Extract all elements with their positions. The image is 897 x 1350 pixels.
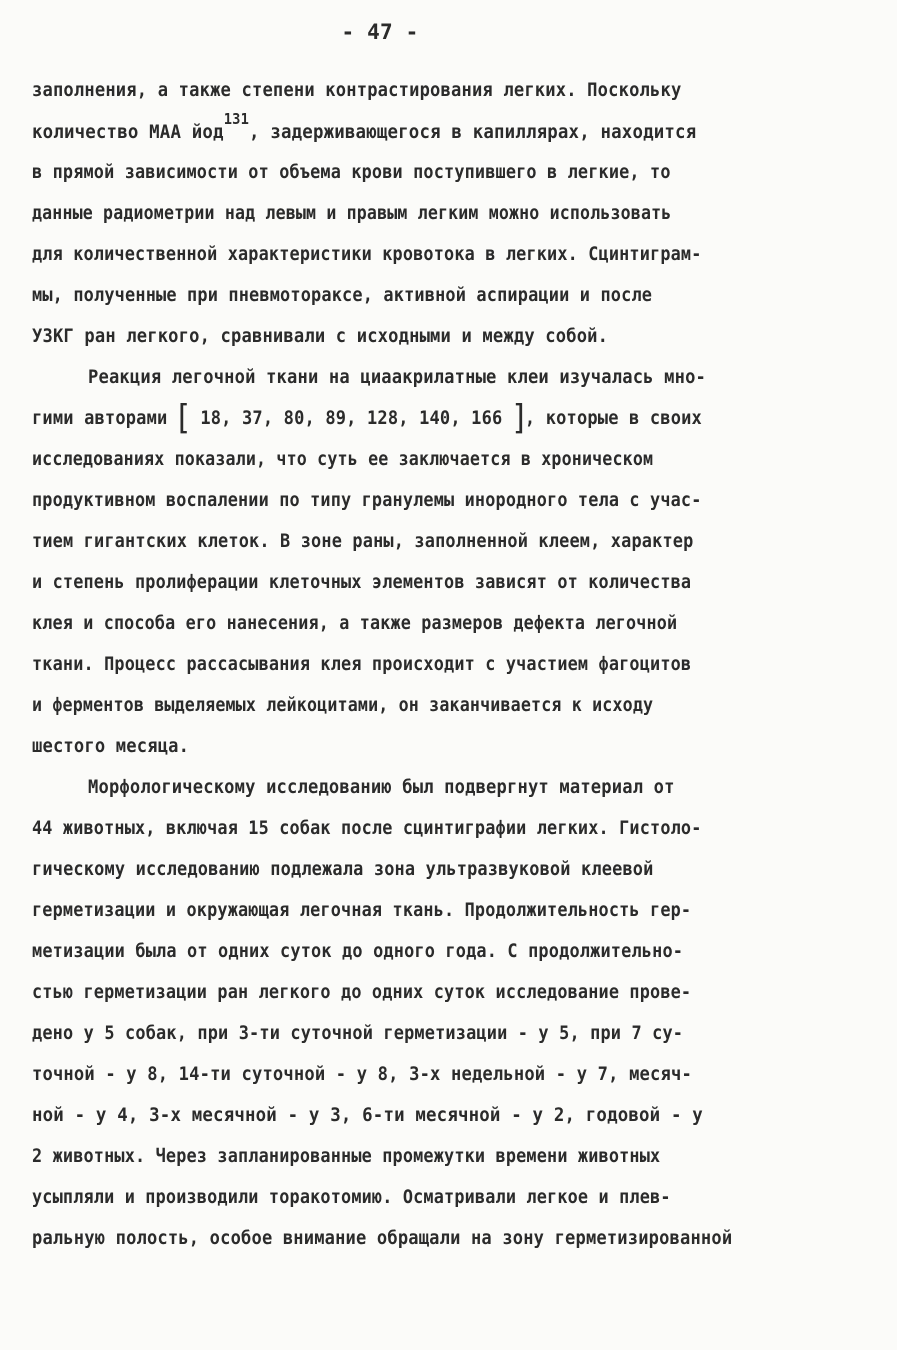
text-line-2-end: , задерживающегося в капиллярах, находится: [249, 121, 697, 143]
text-line-9-end: , которые в своих: [524, 407, 702, 429]
text-line-2-start: количество МАА йод: [32, 121, 224, 143]
text-line-15: ткани. Процесс рассасывания клея происходит с участием фагоцитов: [32, 653, 692, 675]
text-line-13: и степень пролиферации клеточных элементов зависят от количества: [32, 571, 692, 593]
page-number: - 47 -: [341, 20, 419, 44]
text-line-14: клея и способа его нанесения, а также размеров дефекта легочной: [32, 612, 678, 634]
citation-bracket-open: [: [177, 398, 190, 438]
text-line-20: гическому исследованию подлежала зона ультразвуковой клеевой: [32, 858, 654, 880]
text-line-28: усыпляли и производили торакотомию. Осматривали легкое и плев-: [32, 1186, 671, 1208]
text-line-3: в прямой зависимости от объема крови поступившего в легкие, то: [32, 161, 671, 183]
text-line-26: ной - у 4, 3-х месячной - у 3, 6-ти месячной - у 2, годовой - у: [32, 1104, 703, 1126]
text-line-8: Реакция легочной ткани на циаакрилатные клеи изучалась мно-: [88, 366, 707, 388]
text-line-21: герметизации и окружающая легочная ткань. Продолжительность гер-: [32, 899, 692, 921]
citation-bracket-close: ]: [512, 398, 525, 438]
text-line-11: продуктивном воспалении по типу гранулемы инородного тела с учас-: [32, 489, 702, 511]
text-line-17: шестого месяца.: [32, 735, 190, 757]
text-line-5: для количественной характеристики кровотока в легких. Сцинтиграм-: [32, 243, 702, 265]
text-line-29: ральную полость, особое внимание обращали на зону герметизированной: [32, 1227, 733, 1249]
text-line-9: [32, 398, 702, 438]
text-line-19: 44 животных, включая 15 собак после сцинтиграфии легких. Гистоло-: [32, 817, 702, 839]
text-line-2: [32, 110, 697, 144]
text-line-4: данные радиометрии над левым и правым легким можно использовать: [32, 202, 672, 224]
text-line-12: тием гигантских клеток. В зоне раны, заполненной клеем, характер: [32, 530, 694, 552]
text-line-18: Морфологическому исследованию был подвергнут материал от: [88, 776, 675, 798]
citation-list: 18, 37, 80, 89, 128, 140, 166: [200, 407, 503, 429]
text-line-10: исследованиях показали, что суть ее заключается в хроническом: [32, 448, 654, 470]
text-line-6: мы, полученные при пневмотораксе, активной аспирации и после: [32, 284, 653, 306]
text-line-25: точной - у 8, 14-ти суточной - у 8, 3-х недельной - у 7, месяч-: [32, 1063, 692, 1085]
text-line-23: стью герметизации ран легкого до одних суток исследование прове-: [32, 981, 692, 1003]
text-line-9-start: гими авторами: [32, 407, 168, 429]
iodine-isotope-superscript: 131: [223, 110, 250, 128]
text-line-16: и ферментов выделяемых лейкоцитами, он заканчивается к исходу: [32, 694, 654, 716]
text-line-7: УЗКГ ран легкого, сравнивали с исходными и между собой.: [32, 325, 609, 347]
text-line-1: заполнения, а также степени контрастирования легких. Поскольку: [32, 79, 682, 101]
text-line-22: метизации была от одних суток до одного года. С продолжительно-: [32, 940, 684, 962]
text-line-27: 2 животных. Через запланированные промежутки времени животных: [32, 1145, 661, 1167]
text-line-24: дено у 5 собак, при 3-ти суточной герметизации - у 5, при 7 су-: [32, 1022, 684, 1044]
